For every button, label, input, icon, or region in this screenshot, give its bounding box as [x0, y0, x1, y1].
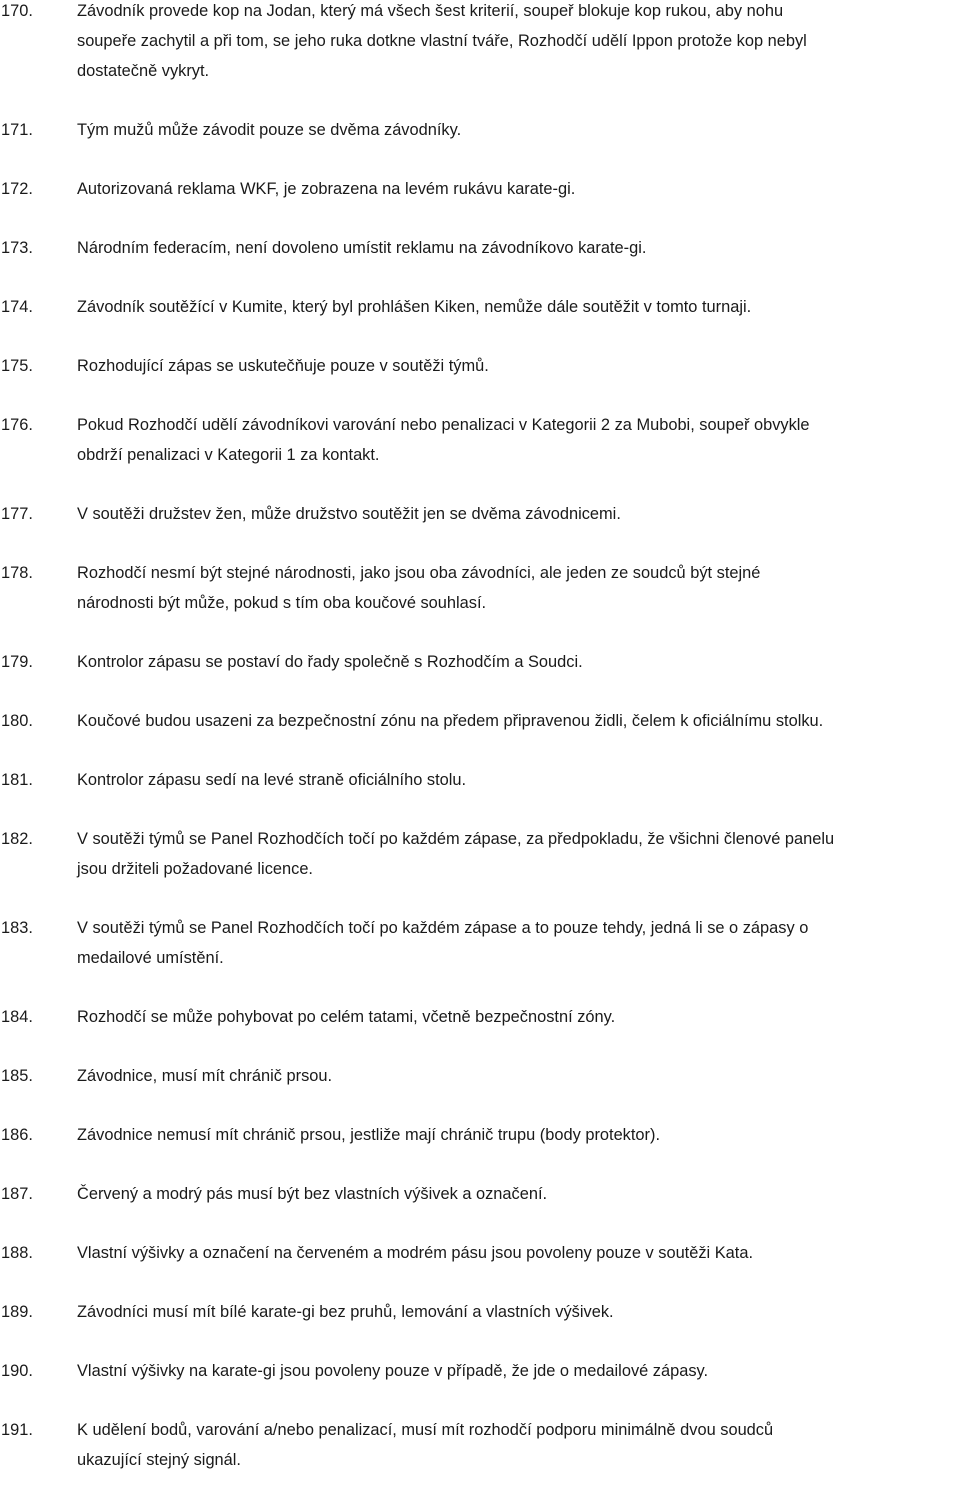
item-text [77, 0, 957, 86]
item-number: 186. [1, 1126, 33, 1144]
item-number: 176. [1, 416, 33, 434]
item-text-line: Rozhodující zápas se uskutečňuje pouze v soutěži týmů. [77, 357, 489, 375]
item-text [77, 558, 957, 618]
item-number: 174. [1, 298, 33, 316]
item-number: 181. [1, 771, 33, 789]
item-text [77, 1120, 957, 1150]
item-text [77, 233, 957, 263]
item-text [77, 1415, 957, 1475]
item-text [77, 765, 957, 795]
item-text [77, 351, 957, 381]
item-number: 185. [1, 1067, 33, 1085]
item-text [77, 706, 957, 736]
item-text-line: Pokud Rozhodčí udělí závodníkovi varování nebo penalizaci v Kategorii 2 za Mubobi, soupeř obvykle [77, 416, 810, 434]
item-text-line: Rozhodčí se může pohybovat po celém tatami, včetně bezpečnostní zóny. [77, 1008, 616, 1026]
item-number: 175. [1, 357, 33, 375]
item-text-line: Závodníci musí mít bílé karate-gi bez pruhů, lemování a vlastních výšivek. [77, 1303, 614, 1321]
item-text [77, 913, 957, 973]
item-text-line: Závodnice, musí mít chránič prsou. [77, 1067, 333, 1085]
item-text [77, 499, 957, 529]
item-text-line: Národním federacím, není dovoleno umístit reklamu na závodníkovo karate-gi. [77, 239, 647, 257]
item-text [77, 647, 957, 677]
item-number: 182. [1, 830, 33, 848]
item-text [77, 410, 957, 470]
item-number: 190. [1, 1362, 33, 1380]
item-text-line: Vlastní výšivky na karate-gi jsou povoleny pouze v případě, že jde o medailové zápasy. [77, 1362, 709, 1380]
item-text [77, 115, 957, 145]
item-text [77, 1179, 957, 1209]
item-text-line: medailové umístění. [77, 949, 224, 967]
item-text [77, 1356, 957, 1386]
item-number: 191. [1, 1421, 33, 1439]
item-text-line: národnosti být může, pokud s tím oba koučové souhlasí. [77, 594, 487, 612]
item-number: 184. [1, 1008, 33, 1026]
item-text [77, 292, 957, 322]
item-number: 180. [1, 712, 33, 730]
item-text-line: Závodnice nemusí mít chránič prsou, jestliže mají chránič trupu (body protektor). [77, 1126, 661, 1144]
item-text [77, 1061, 957, 1091]
item-text-line: Závodník provede kop na Jodan, který má všech šest kriterií, soupeř blokuje kop rukou, aby nohu [77, 2, 784, 20]
item-text [77, 1297, 957, 1327]
item-text-line: V soutěži družstev žen, může družstvo soutěžit jen se dvěma závodnicemi. [77, 505, 621, 523]
item-number: 187. [1, 1185, 33, 1203]
item-text-line: Kontrolor zápasu sedí na levé straně oficiálního stolu. [77, 771, 467, 789]
item-text-line: obdrží penalizaci v Kategorii 1 za kontakt. [77, 446, 380, 464]
item-number: 171. [1, 121, 33, 139]
item-number: 189. [1, 1303, 33, 1321]
item-text-line: dostatečně vykryt. [77, 62, 210, 80]
item-text-line: Závodník soutěžící v Kumite, který byl prohlášen Kiken, nemůže dále soutěžit v tomto turnaji. [77, 298, 752, 316]
item-text-line: Tým mužů může závodit pouze se dvěma závodníky. [77, 121, 462, 139]
item-text-line: Koučové budou usazeni za bezpečnostní zónu na předem připravenou židli, čelem k oficiálnímu stolku. [77, 712, 824, 730]
item-text-line: Červený a modrý pás musí být bez vlastních výšivek a označení. [77, 1185, 548, 1203]
item-text-line: soupeře zachytil a při tom, se jeho ruka dotkne vlastní tváře, Rozhodčí udělí Ippon protože kop nebyl [77, 32, 807, 50]
item-text-line: Kontrolor zápasu se postaví do řady společně s Rozhodčím a Soudci. [77, 653, 583, 671]
item-text-line: jsou držiteli požadované licence. [77, 860, 313, 878]
item-number: 179. [1, 653, 33, 671]
item-text-line: Rozhodčí nesmí být stejné národnosti, jako jsou oba závodníci, ale jeden ze soudců být stejné [77, 564, 761, 582]
item-text-line: Vlastní výšivky a označení na červeném a modrém pásu jsou povoleny pouze v soutěži Kata. [77, 1244, 754, 1262]
item-text-line: ukazující stejný signál. [77, 1451, 241, 1469]
item-number: 188. [1, 1244, 33, 1262]
item-text [77, 824, 957, 884]
item-text-line: V soutěži týmů se Panel Rozhodčích točí po každém zápase, za předpokladu, že všichni členové panelu [77, 830, 835, 848]
item-number: 173. [1, 239, 33, 257]
item-number: 178. [1, 564, 33, 582]
item-text [77, 1238, 957, 1268]
item-text-line: K udělení bodů, varování a/nebo penalizací, musí mít rozhodčí podporu minimálně dvou soudců [77, 1421, 774, 1439]
item-text [77, 174, 957, 204]
item-number: 177. [1, 505, 33, 523]
item-number: 172. [1, 180, 33, 198]
item-number: 183. [1, 919, 33, 937]
item-text-line: V soutěži týmů se Panel Rozhodčích točí po každém zápase a to pouze tehdy, jedná li se o zápasy o [77, 919, 809, 937]
item-text-line: Autorizovaná reklama WKF, je zobrazena na levém rukávu karate-gi. [77, 180, 576, 198]
item-text [77, 1002, 957, 1032]
item-number: 170. [1, 2, 33, 20]
